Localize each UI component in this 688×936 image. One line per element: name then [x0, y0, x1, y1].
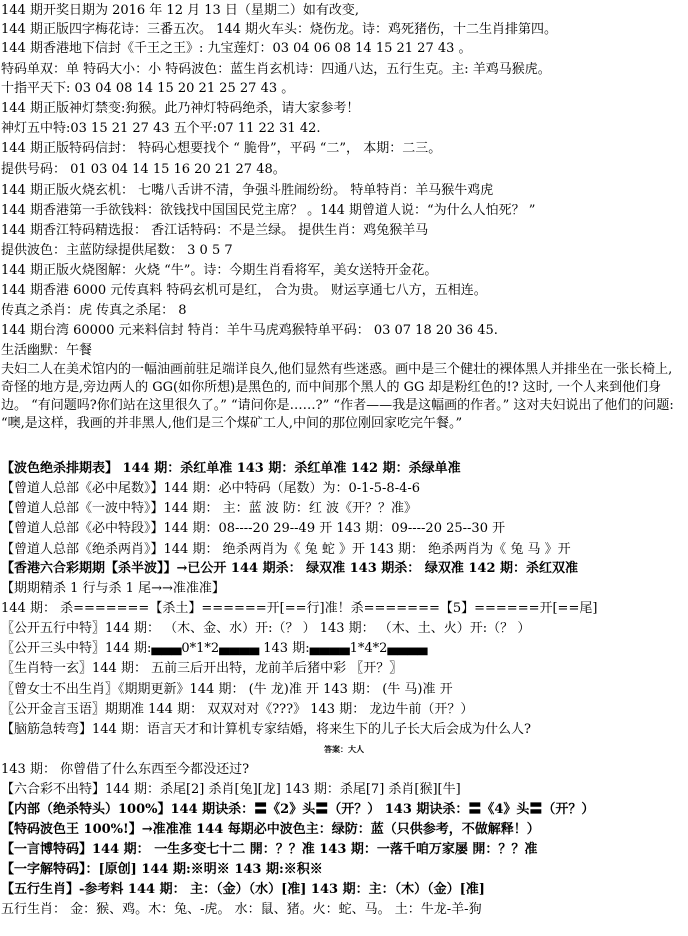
five-element-zodiac: 【五行生肖】-参考料 144 期： 主：（金）（水）[准] 143 期：主：（木）（金）[准]	[1, 882, 485, 897]
plum-poem-line: 144 期正版四字梅花诗：三番五次。 144 期火车头：烧伤龙。诗：鸡死猪伤，十二生肖排第四。	[1, 22, 558, 37]
ten-fingers-line: 十指平天下: 03 04 08 14 15 20 21 25 27 43 。	[1, 81, 295, 96]
kill-head-line: 【内部（绝杀特头）100%】144 期诀杀：〓《2》头〓（开？） 143 期诀杀：〓《4》头〓（开？）	[1, 802, 595, 817]
kill-row-tail-line: 144 期： 杀=======【杀土】======开[==行]准！杀=======【5】======开[==尾]	[1, 601, 598, 616]
code-envelope-line: 144 期正版特码信封： 特码心想要找个 “ 脆骨”，平码 “二”， 本期：二三。	[1, 141, 442, 156]
kill-two-line: 【曾道人总部《绝杀两肖》】144 期： 绝杀两肖为《 兔 蛇 》开 143 期： 绝杀两肖为《 兔 马 》开	[1, 542, 571, 557]
teaser-answer: 答案：大人	[324, 744, 364, 754]
xiangjiang-line: 144 期香江特码精选报： 香江话特码：不是兰绿。 提供生肖：鸡兔猴羊马	[1, 223, 429, 238]
humor-title-line: 生活幽默：午餐	[1, 343, 93, 358]
three-heads-line: 〖公开三头中特〗144 期:▄▄▄0*1*2▄▄▄▄ 143 期:▄▄▄▄1*4*2▄▄▄▄	[1, 641, 428, 656]
borrow-question-line: 143 期： 你曾借了什么东西至今都没还过?	[1, 762, 250, 777]
zodiac-mystery-line: 〖生肖特一玄〗144 期： 五前三后开出特，龙前羊后猪中彩 〖开？〗	[1, 661, 403, 676]
hk-envelope-line: 144 期香港地下信封《千王之王》: 九宝莲灯：03 04 06 08 14 15 21 27 43 。	[1, 41, 472, 56]
hk-fax-line: 144 期香港 6000 元传真料 特码玄机可是红， 合为贵。 财运享通七八方，五相连。	[1, 283, 487, 298]
fax-kill-line: 传真之杀肖：虎 传真之杀尾： 8	[1, 303, 187, 318]
wave-king-line: 【特码波色王 100%!】→准准准 144 每期必中波色主：绿防：蓝（只供参考，不做解释！）	[1, 822, 540, 837]
special-code-line: 特码单双：单 特码大小：小 特码波色：蓝生肖玄机诗：四通八达，五行生克。主: 羊鸡马猴虎。	[1, 62, 551, 77]
ms-zeng-line: 〖曾女士不出生肖〗《期期更新》144 期： (牛 龙)准 开 143 期： (牛 马)准 开	[1, 682, 453, 697]
provided-numbers-line: 提供号码： 01 03 04 14 15 16 20 21 27 48。	[1, 162, 286, 177]
five-elements-line: 〖公开五行中特〗144 期： （木、金、水）开:（？ ） 143 期： （木、土、火）开:（？ ）	[1, 621, 531, 636]
fire-mystery-line: 144 期正版火烧玄机： 七嘴八舌讲不清，争强斗胜闹纷纷。 特单特肖：羊马猴牛鸡虎	[1, 183, 494, 198]
lamp-ban-line: 144 期正版神灯禁变:狗猴。此乃神灯特码绝杀，请大家参考！	[1, 101, 360, 116]
must-tail-line: 【曾道人总部《必中尾数》】144 期：必中特码（尾数）为：0-1-5-8-4-6	[1, 481, 421, 496]
wave-color-line: 提供波色：主蓝防绿提供尾数： 3 0 5 7	[1, 243, 233, 258]
kill-half-wave-line: 【香港六合彩期期【杀半波】】→已公开 144 期杀： 绿双准 143 期杀： 绿双准 142 期：杀红双准	[1, 561, 579, 576]
lamp-five-line: 神灯五中特:03 15 21 27 43 五个平:07 11 22 31 42.	[1, 121, 321, 136]
element-mapping-line: 五行生肖： 金：猴、鸡。木：兔、-虎。 水：鼠、猪。火：蛇、马。 土：牛龙-羊-狗	[1, 902, 482, 917]
fire-diagram-line: 144 期正版火烧图解：火烧 “牛”。诗：今期生肖看将军，美女送特开金花。	[1, 263, 438, 278]
no-special-line: 【六合彩不出特】144 期：杀尾[2] 杀肖[兔][龙] 143 期：杀尾[7] 杀肖[猴][牛]	[1, 782, 461, 797]
draw-date-line: 144 期开奖日期为 2016 年 12 月 13 日（星期二）如有改变,	[1, 3, 360, 18]
one-char-line: 【一字解特码】：[原创] 144 期:※明※ 143 期:※积※	[1, 862, 323, 877]
must-segment-line: 【曾道人总部《必中特段》】144 期：08----20 29--49 开 143 期：09----20 25--30 开	[1, 521, 506, 536]
golden-words-line: 〖公开金言玉语〗期期准 144 期： 双双对对《???》 143 期： 龙边牛前（开？）	[1, 702, 474, 717]
hk-first-hand-line: 144 期香港第一手欲钱料：欲钱找中国国民党主席？ 。144 期曾道人说：“为什么人怕死？ ”	[1, 203, 536, 218]
joke-paragraph: 夫妇二人在美术馆内的一幅油画前驻足端详良久,他们显然有些迷惑。画中是三个健壮的裸体黑人并排坐在一张长椅上, 奇怪的地方是,旁边两人的 GG(如你所想)是黑色的, 而中间那个黑人的 GG 却是粉红色的!? 这时, 一个人来到他们身边。 “有问题吗?你们站在这里很久了。” “请问你是……?” “作者——我是这幅画的作者。” 这对夫妇说出了他们的问题: “噢,是这样，我画的并非黑人,他们是三个煤矿工人,中间的那位刚回家吃完午餐。”	[1, 362, 674, 431]
brain-teaser-line: 【脑筋急转弯】144 期：语言天才和计算机专家结婚，将来生下的儿子长大后会成为什么人?	[1, 722, 531, 737]
kill-row-tail-title: 【期期精杀 1 行与杀 1 尾→→准准准】	[1, 581, 225, 596]
wave-kill-schedule: 【波色绝杀排期表】 144 期：杀红单准 143 期：杀红单准 142 期：杀绿单准	[1, 461, 461, 476]
one-word-bet-line: 【一言博特码】144 期： 一生多变七十二 開：？？准 143 期：一落千咱万家屡 開：？？准	[1, 842, 538, 857]
one-wave-line: 【曾道人总部《一波中特》】144 期： 主：蓝 波 防：红 波《开？？准》	[1, 501, 417, 516]
taiwan-envelope-line: 144 期台湾 60000 元来料信封 特肖：羊牛马虎鸡猴特单平码： 03 07 18 20 36 45.	[1, 323, 498, 338]
